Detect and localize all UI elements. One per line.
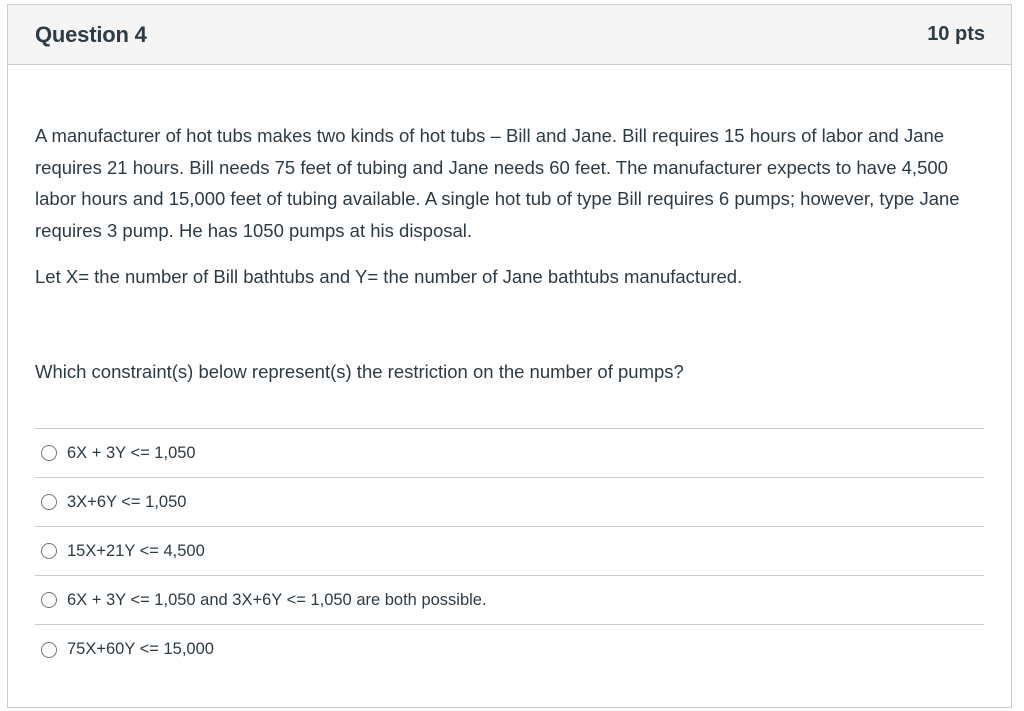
answer-option-3[interactable] <box>35 527 984 576</box>
question-paragraph: A manufacturer of hot tubs makes two kinds of hot tubs – Bill and Jane. Bill requires 15 hours of labor and Jane requires 21 hours. Bill needs 75 feet of tubing and Jane needs 60 feet. The manufacturer expects to have 4,500 labor hours and 15,000 feet of tubing available. A single hot tub of type Bill requires 6 pumps; however, type Jane requires 3 pump. He has 1050 pumps at his disposal. <box>35 125 960 241</box>
answer-label[interactable]: 75X+60Y <= 15,000 <box>67 640 214 658</box>
radio-button[interactable] <box>41 445 57 461</box>
answer-option-1[interactable] <box>35 429 984 478</box>
answer-label[interactable]: 6X + 3Y <= 1,050 <box>67 443 196 462</box>
radio-button[interactable] <box>41 543 57 559</box>
answer-label[interactable]: 6X + 3Y <= 1,050 and 3X+6Y <= 1,050 are both possible. <box>67 590 487 609</box>
answer-list <box>35 428 984 674</box>
radio-button[interactable] <box>41 494 57 510</box>
question-prompt: Which constraint(s) below represent(s) the restriction on the number of pumps? <box>35 360 684 382</box>
question-title: Question 4 <box>35 21 147 47</box>
answer-label[interactable]: 3X+6Y <= 1,050 <box>67 492 187 511</box>
question-header <box>8 5 1011 65</box>
variable-definition: Let X= the number of Bill bathtubs and Y= the number of Jane bathtubs manufactured. <box>35 266 743 287</box>
answer-option-4[interactable] <box>35 576 984 625</box>
answer-option-5[interactable] <box>35 625 984 674</box>
answer-label[interactable]: 15X+21Y <= 4,500 <box>67 541 205 560</box>
radio-button[interactable] <box>41 642 57 658</box>
question-card <box>7 4 1012 708</box>
question-points: 10 pts <box>927 23 985 45</box>
answer-option-2[interactable] <box>35 478 984 527</box>
question-body <box>8 65 1011 674</box>
radio-button[interactable] <box>41 592 57 608</box>
